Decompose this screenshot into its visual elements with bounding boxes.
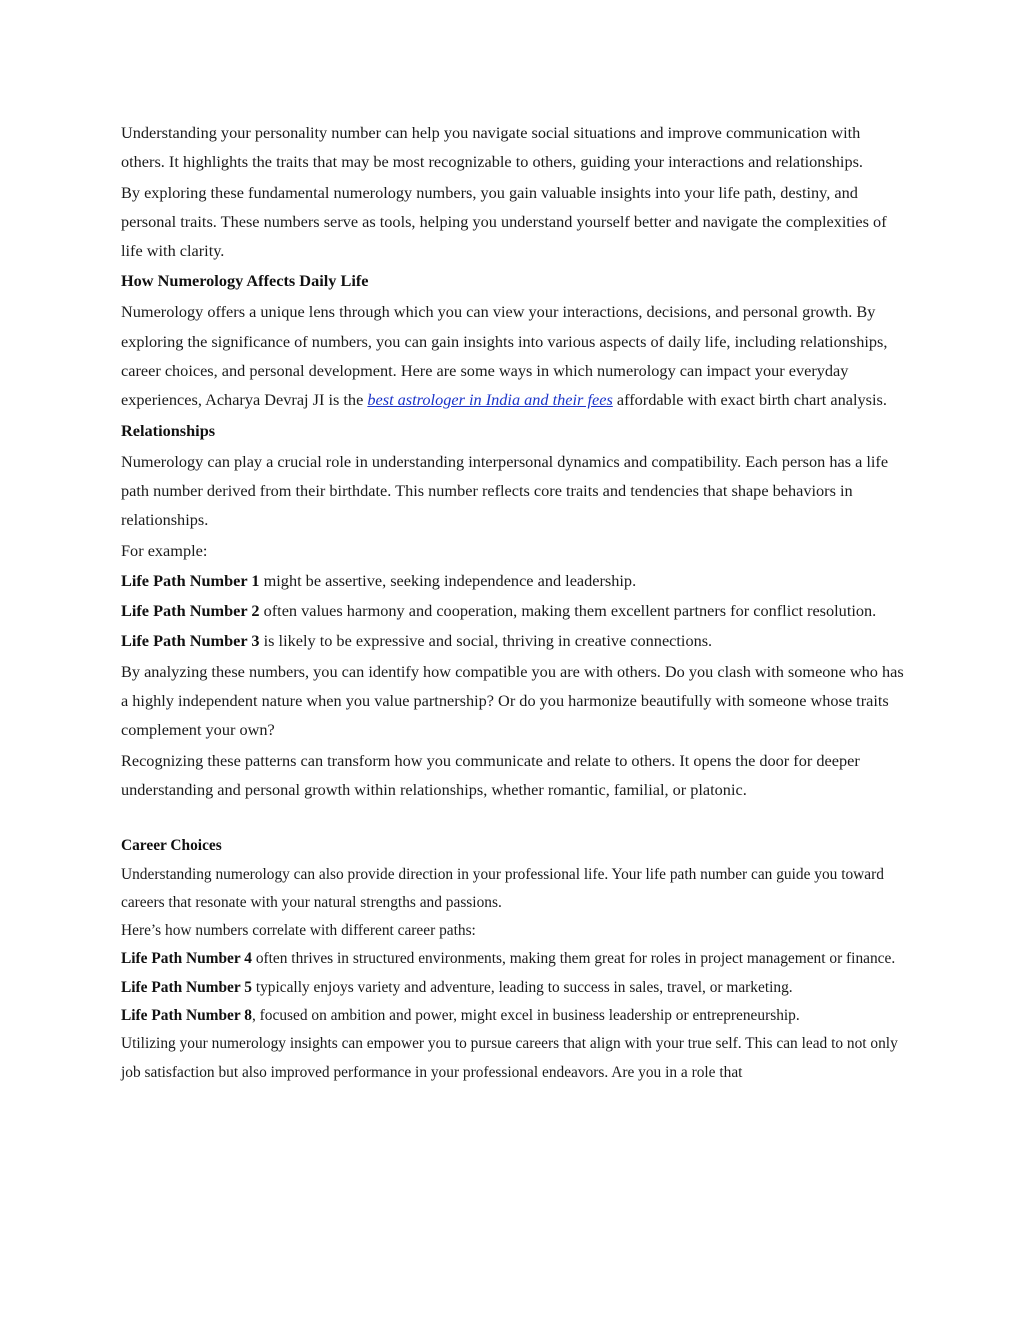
life-path-1-text: might be assertive, seeking independence and leadership. (259, 570, 637, 590)
paragraph-career-intro: Understanding numerology can also provide direction in your professional life. Your life path number can guide you toward careers that resonate with your natural strengths and passions. (121, 865, 884, 911)
life-path-8-text: , focused on ambition and power, might excel in business leadership or entrepreneurship. (251, 1007, 800, 1025)
list-item-life-path-3 (121, 626, 906, 655)
heading-relationships-text: Relationships (121, 420, 216, 440)
heading-relationships (121, 416, 906, 446)
life-path-2-text: often values harmony and cooperation, making them excellent partners for conflict resolution. (259, 601, 877, 621)
heading-career-choices (121, 832, 906, 860)
daily-life-text-after-link: affordable with exact birth chart analysis. (612, 390, 887, 410)
heading-daily-life-text: How Numerology Affects Daily Life (121, 271, 369, 291)
document-page (121, 118, 906, 1087)
life-path-8-label: Life Path Number 8 (121, 1007, 252, 1025)
life-path-1-label: Life Path Number 1 (121, 570, 260, 590)
life-path-2-label: Life Path Number 2 (121, 601, 260, 621)
life-path-5-text: typically enjoys variety and adventure, leading to success in sales, travel, or marketing. (251, 978, 793, 996)
paragraph-career-paths: Here’s how numbers correlate with different career paths: (121, 922, 476, 940)
section-career (121, 832, 906, 1087)
best-astrologer-link[interactable]: best astrologer in India and their fees (367, 390, 613, 410)
paragraph-career-insights: Utilizing your numerology insights can empower you to pursue careers that align with your true self. This can lead to not only job satisfaction but also improved performance in your professional endeavors. Are you in a role that (121, 1035, 898, 1081)
section-personality-and-daily (121, 118, 906, 804)
life-path-3-label: Life Path Number 3 (121, 631, 260, 651)
list-item-life-path-1 (121, 566, 906, 595)
paragraph-patterns: Recognizing these patterns can transform how you communicate and relate to others. It opens the door for deeper understanding and personal growth within relationships, whether romantic, familial, or platonic. (121, 750, 860, 799)
paragraph-fundamental-numbers: By exploring these fundamental numerology numbers, you gain valuable insights into your life path, destiny, and personal traits. These numbers serve as tools, helping you understand yourself better and navigate the complexities of life with clarity. (121, 182, 887, 261)
life-path-4-text: often thrives in structured environments, making them great for roles in project management or finance. (251, 950, 896, 968)
paragraph-personality: Understanding your personality number can help you navigate social situations and improve communication with others. It highlights the traits that may be most recognizable to others, guiding your interactions and relationships. (121, 123, 863, 172)
list-item-life-path-4 (121, 945, 906, 973)
life-path-5-label: Life Path Number 5 (121, 978, 252, 996)
paragraph-compatibility: By analyzing these numbers, you can identify how compatible you are with others. Do you clash with someone who has a highly independent nature when you value partnership? Or do you harmonize beautifully with someone whose traits complement your own? (121, 661, 904, 740)
paragraph-relationships-intro: Numerology can play a crucial role in understanding interpersonal dynamics and compatibility. Each person has a life path number derived from their birthdate. This number reflects core traits and tendencies that shape behaviors in relationships. (121, 451, 889, 530)
paragraph-for-example: For example: (121, 540, 208, 560)
daily-life-text-before-link: Numerology offers a unique lens through which you can view your interactions, decisions, and personal growth. By exploring the significance of numbers, you can gain insights into various aspects of daily life, including relationships, career choices, and personal development. Here are some ways in which numerology can impact your everyday experiences, Acharya Devraj JI is the (121, 302, 888, 410)
life-path-3-text: is likely to be expressive and social, thriving in creative connections. (259, 631, 713, 651)
list-item-life-path-8 (121, 1002, 906, 1030)
heading-career-choices-text: Career Choices (121, 837, 222, 855)
paragraph-daily-life (121, 297, 906, 414)
list-item-life-path-5 (121, 974, 906, 1002)
heading-daily-life (121, 266, 906, 296)
list-item-life-path-2 (121, 596, 906, 625)
life-path-4-label: Life Path Number 4 (121, 950, 252, 968)
